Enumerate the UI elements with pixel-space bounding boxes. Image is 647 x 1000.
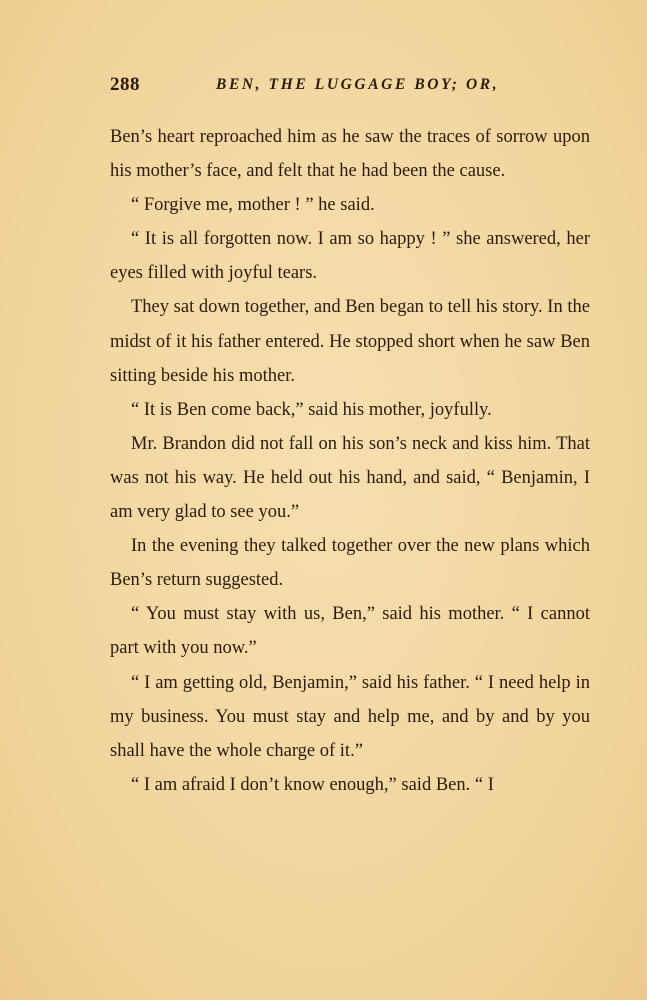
paragraph: Ben’s heart reproached him as he saw the traces of sorrow upon his mother’s face, and felt that he had been the cause. [110,127,590,182]
page-number: 288 [110,74,140,95]
paragraph: “ I am afraid I don’t know enough,” said Ben. “ I [131,774,494,795]
body-text [110,120,590,802]
paragraph: “ It is all forgotten now. I am so happy ! ” she answered, her eyes filled with joyful tears. [110,229,590,284]
paragraph: “ Forgive me, mother ! ” he said. [131,195,375,216]
paragraph: In the evening they talked together over the new plans which Ben’s return suggested. [110,536,590,591]
running-title: BEN, THE LUGGAGE BOY; OR, [216,76,500,93]
paragraph: Mr. Brandon did not fall on his son’s neck and kiss him. That was not his way. He held out his hand, and said, “ Benjamin, I am very glad to see you.” [110,433,590,523]
paragraph: “ It is Ben come back,” said his mother, joyfully. [131,399,492,420]
paragraph: “ I am getting old, Benjamin,” said his father. “ I need help in my business. You must stay and help me, and by and by you shall have the whole charge of it.” [110,672,590,761]
page-header [110,74,592,98]
paragraph: They sat down together, and Ben began to tell his story. In the midst of it his father entered. He stopped short when he saw Ben sitting beside his mother. [110,297,590,386]
paragraph: “ You must stay with us, Ben,” said his mother. “ I cannot part with you now.” [110,604,590,659]
